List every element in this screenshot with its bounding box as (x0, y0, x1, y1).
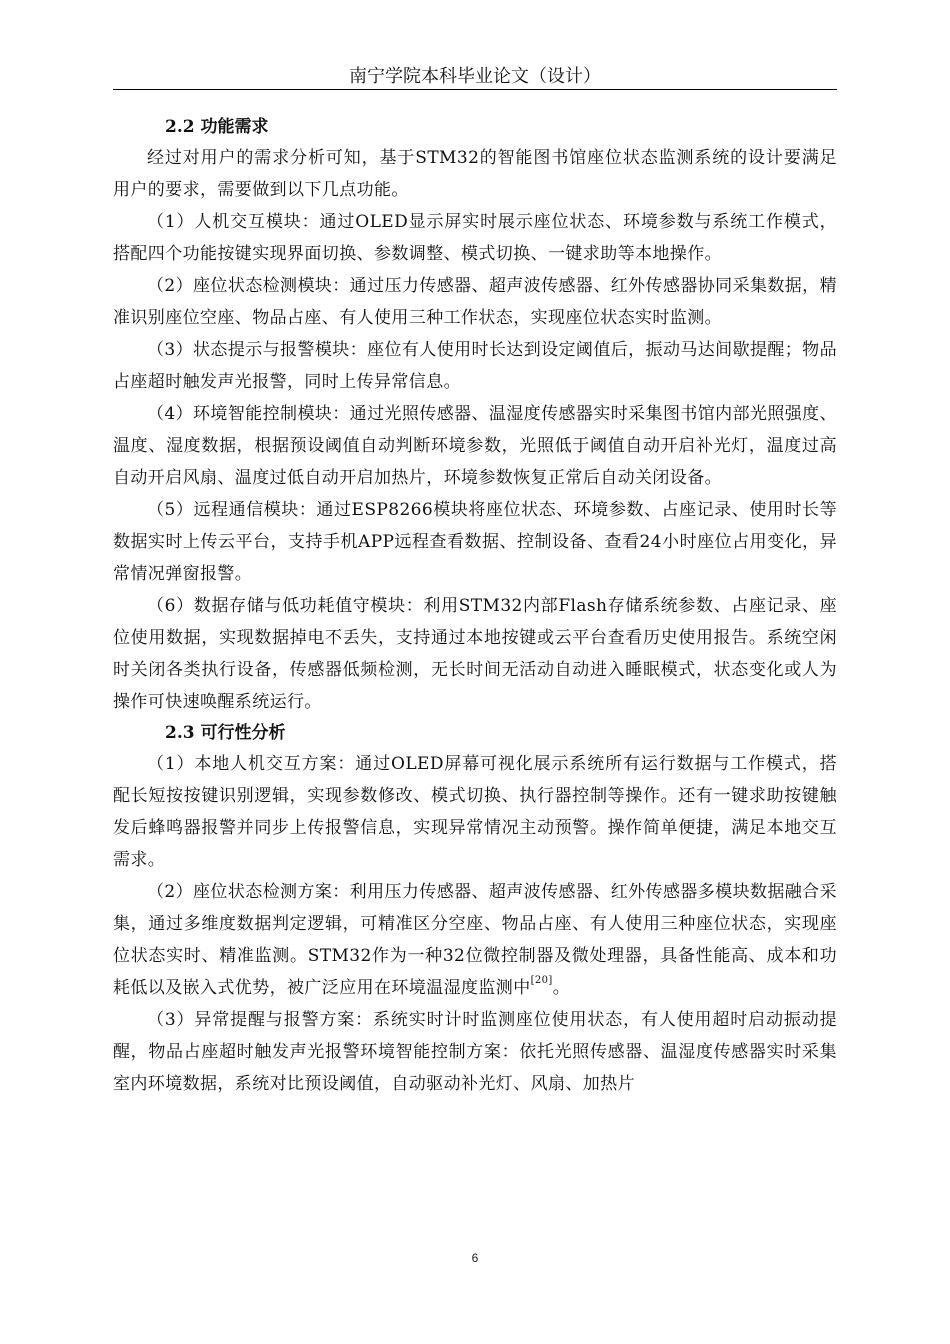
paragraph: （5）远程通信模块：通过ESP8266模块将座位状态、环境参数、占座记录、使用时长等数据实时上传云平台，支持手机APP远程查看数据、控制设备、查看24小时座位占用变化，异常情况弹窗报警。 (113, 500, 837, 584)
page-content (113, 112, 837, 1100)
paragraph-tail: 。 (552, 978, 571, 998)
paragraph: （2）座位状态检测模块：通过压力传感器、超声波传感器、红外传感器协同采集数据，精准识别座位空座、物品占座、有人使用三种工作状态，实现座位状态实时监测。 (113, 276, 837, 328)
page-header-title: 南宁学院本科毕业论文（设计） (349, 66, 601, 87)
paragraph: （3）异常提醒与报警方案：系统实时计时监测座位使用状态，有人使用超时启动振动提醒，物品占座超时触发声光报警环境智能控制方案：依托光照传感器、温湿度传感器实时采集室内环境数据，系统对比预设阈值，自动驱动补光灯、风扇、加热片 (113, 1010, 837, 1094)
citation-reference: [20] (530, 975, 553, 986)
paragraph: （1）本地人机交互方案：通过OLED屏幕可视化展示系统所有运行数据与工作模式，搭配长短按按键识别逻辑，实现参数修改、模式切换、执行器控制等操作。还有一键求助按键触发后蜂鸣器报警并同步上传报警信息，实现异常情况主动预警。操作简单便捷，满足本地交互需求。 (113, 754, 837, 870)
section-heading-2-2: 2.2 功能需求 (165, 117, 269, 137)
header-rule (113, 89, 837, 90)
paragraph-text: （2）座位状态检测方案：利用压力传感器、超声波传感器、红外传感器多模块数据融合采集，通过多维度数据判定逻辑，可精准区分空座、物品占座、有人使用三种座位状态，实现座位状态实时、精准监测。STM32作为一种32位微控制器及微处理器，具备性能高、成本和功耗低以及嵌入式优势，被广泛应用在环境温湿度监测中 (113, 882, 837, 998)
paragraph-with-citation (113, 876, 837, 1004)
paragraph: （3）状态提示与报警模块：座位有人使用时长达到设定阈值后，振动马达间歇提醒；物品占座超时触发声光报警，同时上传异常信息。 (113, 340, 837, 392)
paragraph: （4）环境智能控制模块：通过光照传感器、温湿度传感器实时采集图书馆内部光照强度、温度、湿度数据，根据预设阈值自动判断环境参数，光照低于阈值自动开启补光灯，温度过高自动开启风扇、温度过低自动开启加热片，环境参数恢复正常后自动关闭设备。 (113, 404, 837, 488)
paragraph: （6）数据存储与低功耗值守模块：利用STM32内部Flash存储系统参数、占座记录、座位使用数据，实现数据掉电不丢失，支持通过本地按键或云平台查看历史使用报告。系统空闲时关闭各类执行设备，传感器低频检测，无长时间无活动自动进入睡眠模式，状态变化或人为操作可快速唤醒系统运行。 (113, 596, 837, 712)
paragraph: （1）人机交互模块：通过OLED显示屏实时展示座位状态、环境参数与系统工作模式，搭配四个功能按键实现界面切换、参数调整、模式切换、一键求助等本地操作。 (113, 212, 837, 264)
page-number: 6 (471, 1251, 479, 1265)
paragraph: 经过对用户的需求分析可知，基于STM32的智能图书馆座位状态监测系统的设计要满足用户的要求，需要做到以下几点功能。 (113, 148, 837, 200)
section-heading-2-3: 2.3 可行性分析 (165, 723, 286, 743)
